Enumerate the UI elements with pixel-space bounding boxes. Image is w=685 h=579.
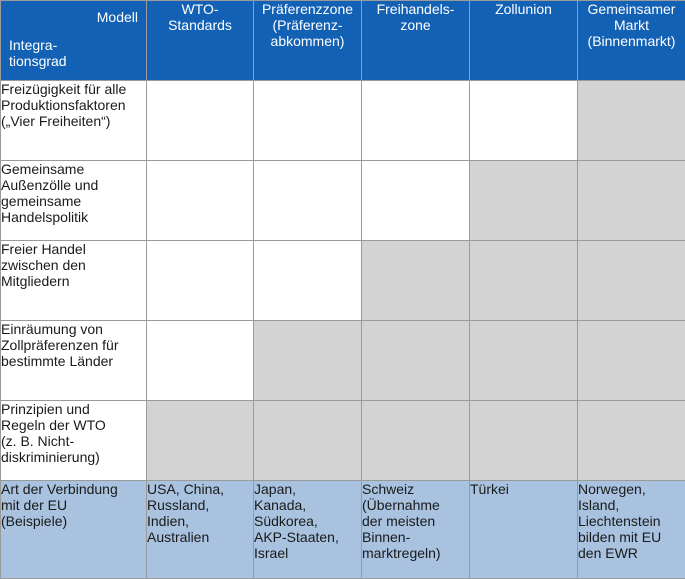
matrix-cell (254, 81, 362, 161)
matrix-cell (470, 321, 578, 401)
column-header-freihandelszone: Freihandels- zone (362, 1, 470, 81)
column-header-gemeinsamer-markt: Gemeinsamer Markt (Binnenmarkt) (578, 1, 685, 81)
matrix-cell (470, 241, 578, 321)
matrix-cell (147, 161, 254, 241)
header-row (1, 1, 685, 81)
example-zollunion: Türkei (470, 481, 578, 579)
table-row (1, 81, 685, 161)
row-label-zollpraeferenzen: Einräumung von Zollpräferenzen für bestimmte Länder (1, 321, 147, 401)
corner-header-cell (1, 1, 147, 81)
matrix-cell (470, 401, 578, 481)
corner-label-integrationsgrad: Integra- tionsgrad (9, 37, 67, 69)
column-header-wto-standards: WTO- Standards (147, 1, 254, 81)
table-row (1, 161, 685, 241)
examples-row (1, 481, 685, 579)
row-label-wto-regeln: Prinzipien und Regeln der WTO (z. B. Nicht- diskriminierung) (1, 401, 147, 481)
matrix-cell (254, 321, 362, 401)
matrix-cell (362, 81, 470, 161)
row-label-vier-freiheiten: Freizügigkeit für alle Produktionsfaktoren („Vier Freiheiten“) (1, 81, 147, 161)
matrix-cell (362, 241, 470, 321)
matrix-cell (578, 161, 685, 241)
examples-row-label: Art der Verbindung mit der EU (Beispiele) (1, 481, 147, 579)
example-praeferenzzone: Japan, Kanada, Südkorea, AKP-Staaten, Israel (254, 481, 362, 579)
matrix-cell (578, 321, 685, 401)
column-header-zollunion: Zollunion (470, 1, 578, 81)
table-row (1, 321, 685, 401)
matrix-cell (147, 321, 254, 401)
matrix-cell (470, 161, 578, 241)
example-gemeinsamer-markt: Norwegen, Island, Liechtenstein bilden mit EU den EWR (578, 481, 685, 579)
matrix-cell (578, 81, 685, 161)
matrix-cell (254, 161, 362, 241)
matrix-cell (147, 241, 254, 321)
table-row (1, 241, 685, 321)
column-header-praeferenzzone: Präferenzzone (Präferenz- abkommen) (254, 1, 362, 81)
row-label-freier-handel: Freier Handel zwischen den Mitgliedern (1, 241, 147, 321)
matrix-cell (254, 241, 362, 321)
corner-label-modell: Modell (97, 9, 138, 25)
matrix-cell (578, 241, 685, 321)
matrix-cell (254, 401, 362, 481)
matrix-cell (362, 161, 470, 241)
matrix-cell (147, 81, 254, 161)
example-freihandelszone: Schweiz (Übernahme der meisten Binnen- marktregeln) (362, 481, 470, 579)
row-label-aussenzoelle: Gemeinsame Außenzölle und gemeinsame Handelspolitik (1, 161, 147, 241)
example-wto-standards: USA, China, Russland, Indien, Australien (147, 481, 254, 579)
matrix-cell (578, 401, 685, 481)
matrix-cell (147, 401, 254, 481)
matrix-cell (362, 321, 470, 401)
matrix-cell (362, 401, 470, 481)
matrix-cell (470, 81, 578, 161)
table-row (1, 401, 685, 481)
